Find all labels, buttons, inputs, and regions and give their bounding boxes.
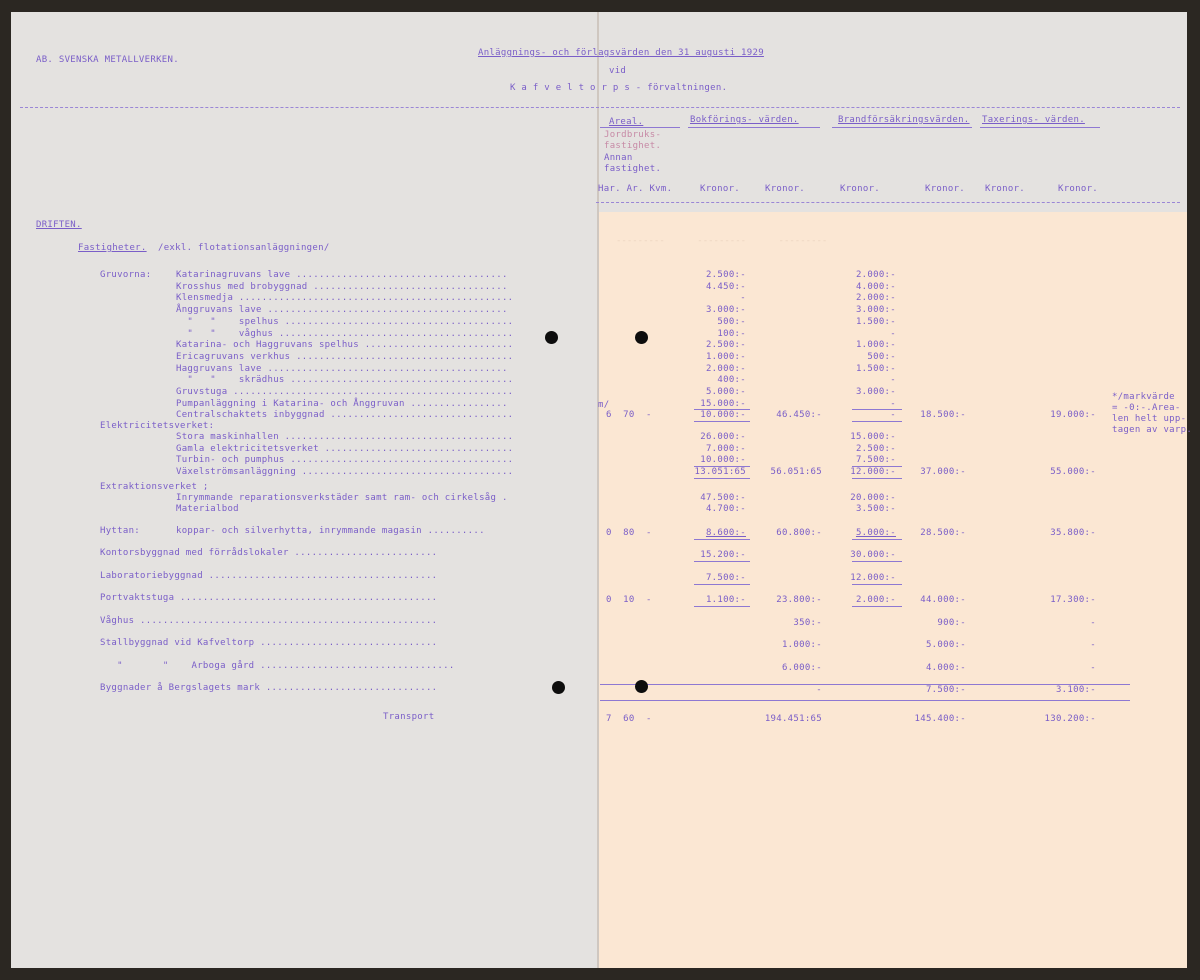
row-bok-value: 26.000:- <box>700 432 746 442</box>
row-areal: 0 10 - <box>606 595 652 605</box>
hyttan-brand-sum: 28.500:- <box>920 528 966 538</box>
row-description: Klensmedja ................................................ <box>176 293 514 303</box>
extraktion-bok1: 47.500:- <box>700 493 746 503</box>
extraktion-brand2: 3.500:- <box>855 504 896 514</box>
sum-rule <box>852 606 902 607</box>
row-bok-value: - <box>740 293 746 303</box>
row-description: Katarina- och Haggruvans spelhus .......................... <box>176 340 514 350</box>
row-tax: - <box>1090 663 1096 673</box>
row-bok-value: 100:- <box>717 329 746 339</box>
row-brand-value: 3.000:- <box>855 305 896 315</box>
document-title: Anläggnings- och förlagsvärden den 31 augusti 1929 <box>478 48 764 58</box>
side-note-line: len helt upp- <box>1112 414 1187 424</box>
row-brand-value: 7.500:- <box>855 455 896 465</box>
row-bok-sum: 6.000:- <box>781 663 822 673</box>
unit-kronor: Kronor. <box>985 184 1026 194</box>
row-brand-value: - <box>890 410 896 420</box>
sum-rule <box>852 409 902 410</box>
row-brand-sum: 4.000:- <box>925 663 966 673</box>
transport-rule <box>600 684 1130 685</box>
unit-kronor: Kronor. <box>840 184 881 194</box>
sum-rule <box>694 584 750 585</box>
col-jordbruk: Jordbruks- <box>604 130 662 140</box>
row-description: Katarinagruvans lave ..................................... <box>176 270 508 280</box>
row-description: Turbin- och pumphus ....................................... <box>176 455 514 465</box>
row-description: Gruvstuga ................................................. <box>176 387 514 397</box>
row-description: Kontorsbyggnad med förrådslokaler ......................... <box>100 548 438 558</box>
total-mark: m/ <box>598 400 610 410</box>
group-label: Elektricitetsverket: <box>100 421 215 431</box>
punch-hole <box>635 680 648 693</box>
total-bok: 46.450:- <box>776 410 822 420</box>
hyttan-label: Hyttan: <box>100 526 141 536</box>
row-description: Stallbyggnad vid Kafveltorp ............................... <box>100 638 438 648</box>
transport-tax: 130.200:- <box>1044 714 1096 724</box>
row-description: Centralschaktets inbyggnad ................................ <box>176 410 514 420</box>
row-bok-sum: 350:- <box>793 618 822 628</box>
punch-hole <box>552 681 565 694</box>
row-bok-value: 15.200:- <box>700 550 746 560</box>
unit-kronor: Kronor. <box>700 184 741 194</box>
hyttan-bok-sum: 60.800:- <box>776 528 822 538</box>
row-tax: - <box>1090 618 1096 628</box>
row-bok-value: 15.000:- <box>700 399 746 409</box>
sum-rule <box>852 421 902 422</box>
row-brand-value: 2.000:- <box>855 595 896 605</box>
row-description: Gamla elektricitetsverket ................................. <box>176 444 514 454</box>
col-rule <box>832 127 972 128</box>
row-brand-value: 1.500:- <box>855 317 896 327</box>
row-bok-value: 1.100:- <box>705 595 746 605</box>
col-annan: Annan <box>604 153 633 163</box>
row-description: Laboratoriebyggnad ........................................ <box>100 571 438 581</box>
page-fold <box>597 12 599 968</box>
col-jordbruk-fastighet: fastighet. <box>604 141 662 151</box>
side-note-line: tagen av varp. <box>1112 425 1193 435</box>
col-bokforing: Bokförings- värden. <box>690 115 799 125</box>
row-brand-sum: 5.000:- <box>925 640 966 650</box>
side-note-line: */markvärde <box>1112 392 1175 402</box>
row-bok-sum: 23.800:- <box>776 595 822 605</box>
sum-rule <box>694 561 750 562</box>
extraktion-brand1: 20.000:- <box>850 493 896 503</box>
row-bok-sum: - <box>816 685 822 695</box>
row-bok-value: 400:- <box>717 375 746 385</box>
punch-hole <box>635 331 648 344</box>
administration-name: K a f v e l t o r p s - förvaltningen. <box>510 83 728 93</box>
row-description: Haggruvans lave .......................................... <box>176 364 508 374</box>
title-vid: vid <box>609 66 627 76</box>
row-bok-value: 2.500:- <box>705 340 746 350</box>
row-tax: 3.100:- <box>1055 685 1096 695</box>
total-bok: 56.051:65 <box>770 467 822 477</box>
row-description: Portvaktstuga ............................................. <box>100 593 438 603</box>
row-bok-value: 5.000:- <box>705 387 746 397</box>
hyttan-tax: 35.800:- <box>1050 528 1096 538</box>
hyttan-areal: 0 80 - <box>606 528 652 538</box>
sum-rule <box>694 409 750 410</box>
sum-rule <box>852 561 902 562</box>
company-name: AB. SVENSKA METALLVERKEN. <box>36 55 179 65</box>
row-brand-value: - <box>890 399 896 409</box>
row-brand-value: 15.000:- <box>850 432 896 442</box>
sum-rule <box>694 606 750 607</box>
row-brand-sum: 7.500:- <box>925 685 966 695</box>
transport-areal: 7 60 - <box>606 714 652 724</box>
transport-brand: 145.400:- <box>914 714 966 724</box>
extraktion-label: Extraktionsverket ; <box>100 482 209 492</box>
col-rule <box>980 127 1100 128</box>
bleed-through-text: --------- --------- --------- <box>616 236 828 246</box>
section-driften: DRIFTEN. <box>36 220 82 230</box>
row-bok-value: 4.450:- <box>705 282 746 292</box>
sum-rule <box>694 478 750 479</box>
row-description: Ericagruvans verkhus ...................................... <box>176 352 514 362</box>
col-rule <box>600 127 680 128</box>
transport-label: Transport <box>383 712 435 722</box>
row-bok-value: 13.051:65 <box>694 467 746 477</box>
side-note-line: = -0:-.Area- <box>1112 403 1181 413</box>
sum-rule <box>852 584 902 585</box>
row-bok-value: 1.000:- <box>705 352 746 362</box>
transport-rule <box>600 700 1130 701</box>
hyttan-bok: 8.600:- <box>705 528 746 538</box>
section-fastigheter-note: /exkl. flotationsanläggningen/ <box>158 243 330 253</box>
col-rule <box>688 127 820 128</box>
row-description: Ånggruvans lave .......................................... <box>176 305 508 315</box>
row-brand-value: 3.000:- <box>855 387 896 397</box>
row-bok-sum: 1.000:- <box>781 640 822 650</box>
row-description: Byggnader å Bergslagets mark .............................. <box>100 683 438 693</box>
extraktion-row2: Materialbod <box>176 504 239 514</box>
unit-kronor: Kronor. <box>1058 184 1099 194</box>
hyttan-brand: 5.000:- <box>855 528 896 538</box>
row-bok-value: 10.000:- <box>700 410 746 420</box>
row-brand-value: 500:- <box>867 352 896 362</box>
row-description: Växelströmsanläggning ..................................... <box>176 467 514 477</box>
row-brand-sum: 44.000:- <box>920 595 966 605</box>
row-brand-value: 2.000:- <box>855 270 896 280</box>
row-description: Stora maskinhallen ........................................ <box>176 432 514 442</box>
sum-rule <box>852 466 902 467</box>
row-description: " " våghus ......................................... <box>176 329 514 339</box>
col-taxering: Taxerings- värden. <box>982 115 1085 125</box>
row-description: " " skrädhus ....................................... <box>176 375 514 385</box>
row-bok-value: 7.000:- <box>705 444 746 454</box>
col-annan-fastighet: fastighet. <box>604 164 662 174</box>
row-description: Våghus .................................................... <box>100 616 438 626</box>
row-brand-sum: 900:- <box>937 618 966 628</box>
row-brand-value: 12.000:- <box>850 467 896 477</box>
row-tax: 17.300:- <box>1050 595 1096 605</box>
header-rule <box>20 107 1180 108</box>
unit-kronor: Kronor. <box>925 184 966 194</box>
sum-rule <box>694 466 750 467</box>
extraktion-row1: Inrymmande reparationsverkstäder samt ram- och cirkelsåg . <box>176 493 508 503</box>
unit-kronor: Kronor. <box>765 184 806 194</box>
row-bok-value: 10.000:- <box>700 455 746 465</box>
transport-bok: 194.451:65 <box>764 714 822 724</box>
row-brand-value: 2.500:- <box>855 444 896 454</box>
row-tax: - <box>1090 640 1096 650</box>
row-brand-value: 1.500:- <box>855 364 896 374</box>
row-description: Krosshus med brobyggnad .................................. <box>176 282 508 292</box>
row-bok-value: 7.500:- <box>705 573 746 583</box>
row-description: Pumpanläggning i Katarina- och Ånggruvan ................. <box>176 399 508 409</box>
col-areal: Areal. <box>609 117 644 127</box>
row-bok-value: 2.500:- <box>705 270 746 280</box>
row-bok-value: 500:- <box>717 317 746 327</box>
right-sheet-header-area <box>598 12 1187 212</box>
punch-hole <box>545 331 558 344</box>
units-rule <box>596 202 1180 203</box>
hyttan-text: koppar- och silverhytta, inrymmande magasin .......... <box>176 526 485 536</box>
row-description: " " spelhus ........................................ <box>176 317 514 327</box>
sum-rule <box>694 539 750 540</box>
total-tax: 19.000:- <box>1050 410 1096 420</box>
row-brand-value: 30.000:- <box>850 550 896 560</box>
sum-rule <box>852 539 902 540</box>
row-brand-value: - <box>890 329 896 339</box>
unit-har-ar-kvm: Har. Ar. Kvm. <box>598 184 673 194</box>
total-tax: 55.000:- <box>1050 467 1096 477</box>
row-brand-value: 12.000:- <box>850 573 896 583</box>
total-brand: 37.000:- <box>920 467 966 477</box>
sum-rule <box>852 478 902 479</box>
total-areal: 6 70 - <box>606 410 652 420</box>
row-brand-value: 2.000:- <box>855 293 896 303</box>
extraktion-bok2: 4.700:- <box>705 504 746 514</box>
col-brand: Brandförsäkringsvärden. <box>838 115 970 125</box>
section-fastigheter: Fastigheter. <box>78 243 147 253</box>
row-brand-value: 4.000:- <box>855 282 896 292</box>
row-description: " " Arboga gård .................................. <box>100 661 455 671</box>
row-bok-value: 3.000:- <box>705 305 746 315</box>
total-brand: 18.500:- <box>920 410 966 420</box>
row-brand-value: 1.000:- <box>855 340 896 350</box>
row-brand-value: - <box>890 375 896 385</box>
row-bok-value: 2.000:- <box>705 364 746 374</box>
group-label: Gruvorna: <box>100 270 152 280</box>
sum-rule <box>694 421 750 422</box>
